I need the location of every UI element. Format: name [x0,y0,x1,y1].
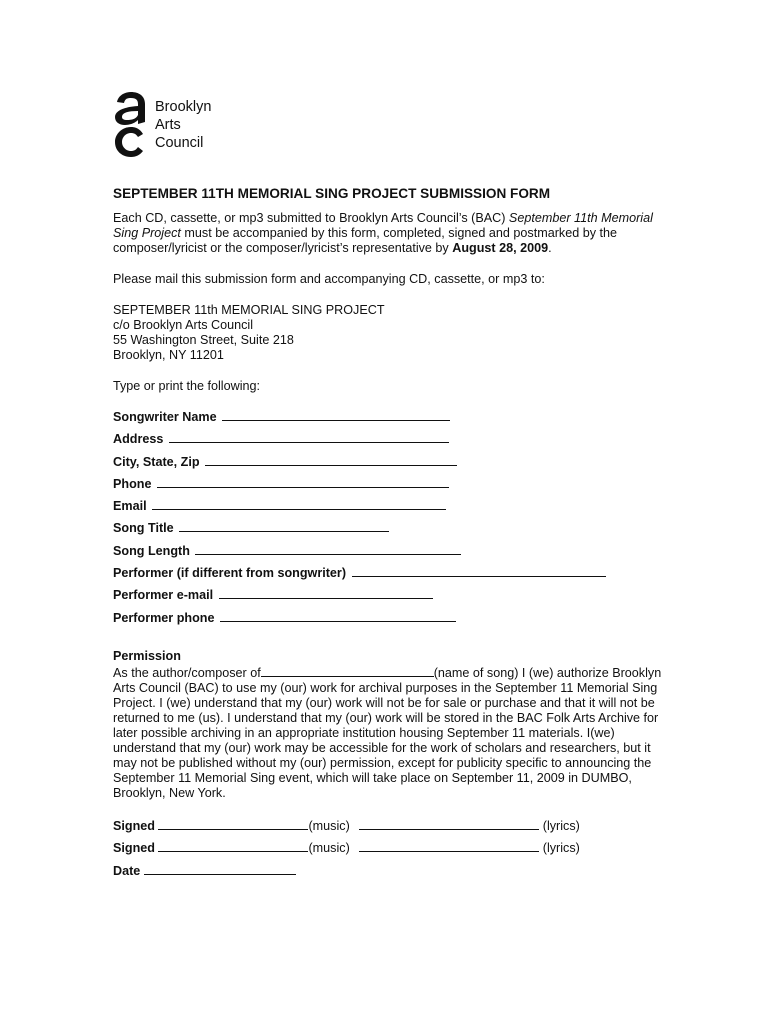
field-song-title [113,517,673,539]
songwriter-name-blank[interactable] [222,406,450,421]
signed-label: Signed [113,841,155,856]
field-performer-email [113,584,673,606]
brooklyn-arts-council-logo [113,90,263,162]
song-name-blank[interactable] [261,664,434,677]
type-instruction: Type or print the following: [113,379,261,393]
field-label: Performer e-mail [113,588,214,603]
address-line: Brooklyn, NY 11201 [113,348,224,362]
signed-label: Signed [113,818,155,833]
logo-line-2: Arts [155,117,181,133]
music-signature-blank[interactable] [158,817,308,830]
submission-form [113,186,673,882]
phone-blank[interactable] [157,473,449,488]
performer-email-blank[interactable] [219,584,433,599]
signature-section [113,815,673,883]
mail-instruction: Please mail this submission form and accompanying CD, cassette, or mp3 to: [113,272,545,286]
field-performer-phone [113,607,673,629]
intro-text-1: Each CD, cassette, or mp3 submitted to Brooklyn Arts Council’s (BAC) [113,211,509,225]
field-label: Performer phone [113,610,215,625]
field-label: Email [113,499,147,514]
date-row [113,860,673,883]
field-label: Performer (if different from songwriter) [113,566,347,581]
city-state-zip-blank[interactable] [205,451,457,466]
address-blank[interactable] [169,428,449,443]
logo-line-3: Council [155,135,204,151]
field-label: Phone [113,476,152,491]
lyrics-label: (lyrics) [542,818,580,833]
field-song-length [113,540,673,562]
field-label: City, State, Zip [113,454,200,469]
field-email [113,495,673,517]
lyrics-signature-blank[interactable] [359,817,539,830]
field-label: Songwriter Name [113,410,217,424]
intro-text-3: . [548,241,552,255]
permission-text: (name of song) I (we) authorize Brooklyn Arts Council (BAC) to use my (our) work for archival purposes in the September 11 Memorial Sing Project. I (we) understand that my (our) work will not be for sale or purchase and that it will not be returned to me (us). I understand that my (our) work will be stored in the BAC Folk Arts Archive for later possible archiving in an appropriate institution housing September 11 materials. I(we) understand that my (our) work may be accessible for the work of scholars and researchers, but it may not be published without my (our) permission, except for publicity specific to announcing the September 11 Memorial Sing event, which will take place on September 11, 2009 in DUMBO, Brooklyn, New York. [113,665,662,800]
song-title-blank[interactable] [179,517,389,532]
ac-monogram-icon [113,90,153,158]
performer-phone-blank[interactable] [220,607,456,622]
logo-line-1: Brooklyn [155,99,212,115]
field-performer [113,562,673,584]
field-label: Song Length [113,543,190,558]
intro-text-2: must be accompanied by this form, completed, signed and postmarked by the composer/lyricist or the composer/lyricist’s representative by [113,226,618,255]
signature-row-2 [113,837,673,860]
music-label: (music) [308,818,350,833]
permission-paragraph [113,664,673,801]
permission-title: Permission [113,648,181,663]
project-name: September 11th Memorial Sing Project [113,211,653,240]
permission-lead: As the author/composer of [113,665,261,680]
date-blank[interactable] [144,862,296,875]
music-signature-blank[interactable] [158,839,308,852]
field-city-state-zip [113,451,673,473]
song-length-blank[interactable] [195,540,461,555]
field-phone [113,473,673,495]
field-label: Address [113,432,164,447]
fields-list [113,406,673,629]
date-label: Date [113,863,141,878]
field-address [113,428,673,450]
address-line: c/o Brooklyn Arts Council [113,318,253,332]
signature-row-1 [113,815,673,838]
deadline: August 28, 2009 [452,241,549,255]
mailing-address [113,303,673,363]
address-line: SEPTEMBER 11th MEMORIAL SING PROJECT [113,303,385,317]
field-songwriter-name [113,406,673,428]
email-blank[interactable] [152,495,446,510]
lyrics-label: (lyrics) [542,841,580,856]
music-label: (music) [308,841,350,856]
lyrics-signature-blank[interactable] [359,839,539,852]
intro-paragraph [113,211,673,256]
field-label: Song Title [113,521,174,536]
address-line: 55 Washington Street, Suite 218 [113,333,294,347]
performer-blank[interactable] [352,562,606,577]
form-title: SEPTEMBER 11TH MEMORIAL SING PROJECT SUBMISSION FORM [113,186,551,201]
